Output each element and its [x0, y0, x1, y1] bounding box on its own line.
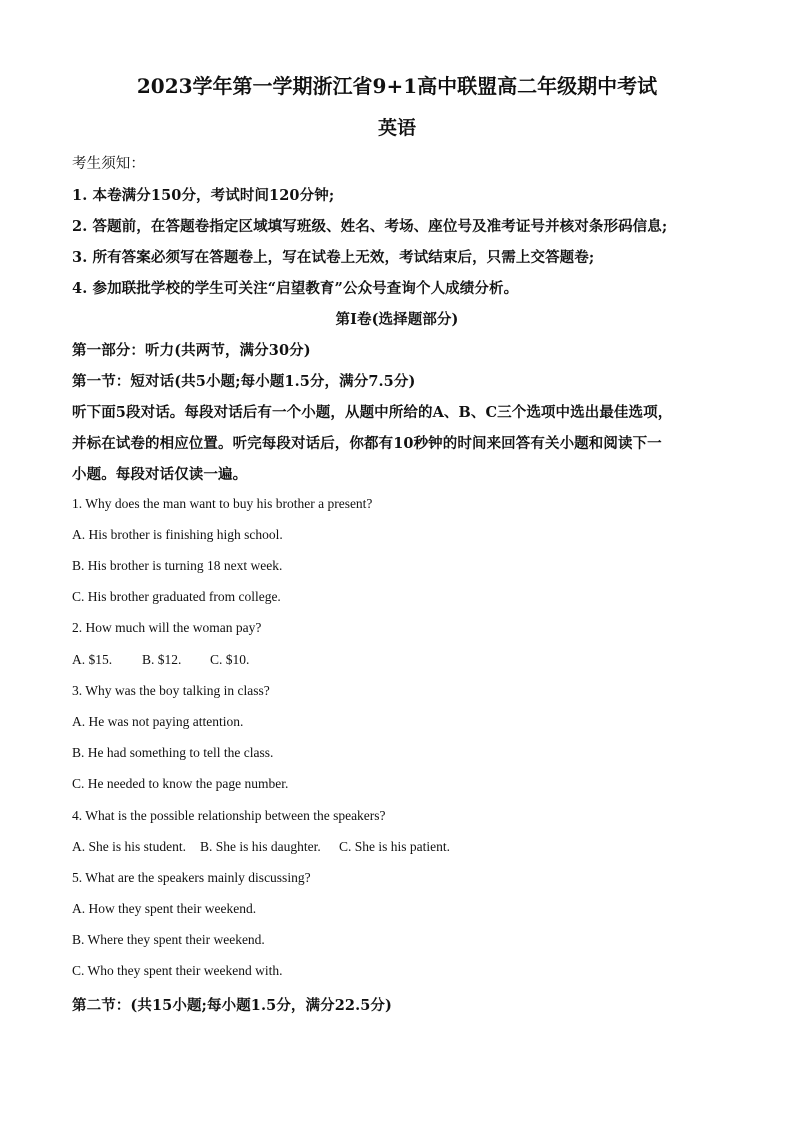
section2-heading: 第二节：(共15小题;每小题1.5分，满分22.5分): [72, 997, 392, 1014]
question-4: 4. What is the possible relationship between the speakers?: [72, 808, 386, 823]
q5-option-a: A. How they spent their weekend.: [72, 901, 257, 916]
q4-option-c: C. She is his patient.: [339, 839, 450, 854]
part1-heading: 第一部分：听力(共两节，满分30分): [72, 342, 311, 359]
instruction-line-2: 并标在试卷的相应位置。听完每段对话后，你都有10秒钟的时间来回答有关小题和阅读下一: [72, 435, 662, 452]
q2-option-b: B. $12.: [142, 652, 182, 667]
q5-option-c: C. Who they spent their weekend with.: [72, 963, 283, 978]
q2-option-a: A. $15.: [72, 652, 113, 667]
notice-item-4: 4. 参加联批学校的学生可关注“启望教育”公众号查询个人成绩分析。: [72, 280, 519, 297]
subject-title: 英语: [377, 117, 416, 139]
question-2: 2. How much will the woman pay?: [72, 620, 262, 635]
q4-option-b: B. She is his daughter.: [200, 839, 321, 854]
question-1: 1. Why does the man want to buy his brother a present?: [72, 496, 373, 511]
exam-title: 2023学年第一学期浙江省9+1高中联盟高二年级期中考试: [136, 74, 658, 98]
q2-option-c: C. $10.: [210, 652, 250, 667]
q1-option-a: A. His brother is finishing high school.: [72, 527, 283, 542]
q4-options: [72, 839, 450, 855]
q1-option-c: C. His brother graduated from college.: [72, 589, 281, 604]
q3-option-c: C. He needed to know the page number.: [72, 776, 289, 791]
q2-options: [72, 652, 249, 668]
instruction-line-3: 小题。每段对话仅读一遍。: [72, 466, 248, 483]
section1-heading: 第一节：短对话(共5小题;每小题1.5分，满分7.5分): [72, 373, 416, 390]
q3-option-b: B. He had something to tell the class.: [72, 745, 274, 760]
q1-option-b: B. His brother is turning 18 next week.: [72, 558, 283, 573]
q5-option-b: B. Where they spent their weekend.: [72, 932, 265, 947]
volume-heading: 第Ⅰ卷(选择题部分): [335, 311, 459, 328]
question-3: 3. Why was the boy talking in class?: [72, 683, 270, 698]
notice-item-1: 1. 本卷满分150分，考试时间120分钟;: [72, 187, 335, 204]
q3-option-a: A. He was not paying attention.: [72, 714, 244, 729]
notice-item-2: 2. 答题前，在答题卷指定区域填写班级、姓名、考场、座位号及准考证号并核对条形码信息;: [72, 218, 668, 235]
instruction-line-1: 听下面5段对话。每段对话后有一个小题，从题中所给的A、B、C三个选项中选出最佳选项，: [72, 404, 673, 421]
question-5: 5. What are the speakers mainly discussing?: [72, 870, 311, 885]
notice-heading: 考生须知：: [72, 156, 145, 172]
notice-item-3: 3. 所有答案必须写在答题卷上，写在试卷上无效，考试结束后，只需上交答题卷;: [72, 249, 595, 266]
q4-option-a: A. She is his student.: [72, 839, 187, 854]
